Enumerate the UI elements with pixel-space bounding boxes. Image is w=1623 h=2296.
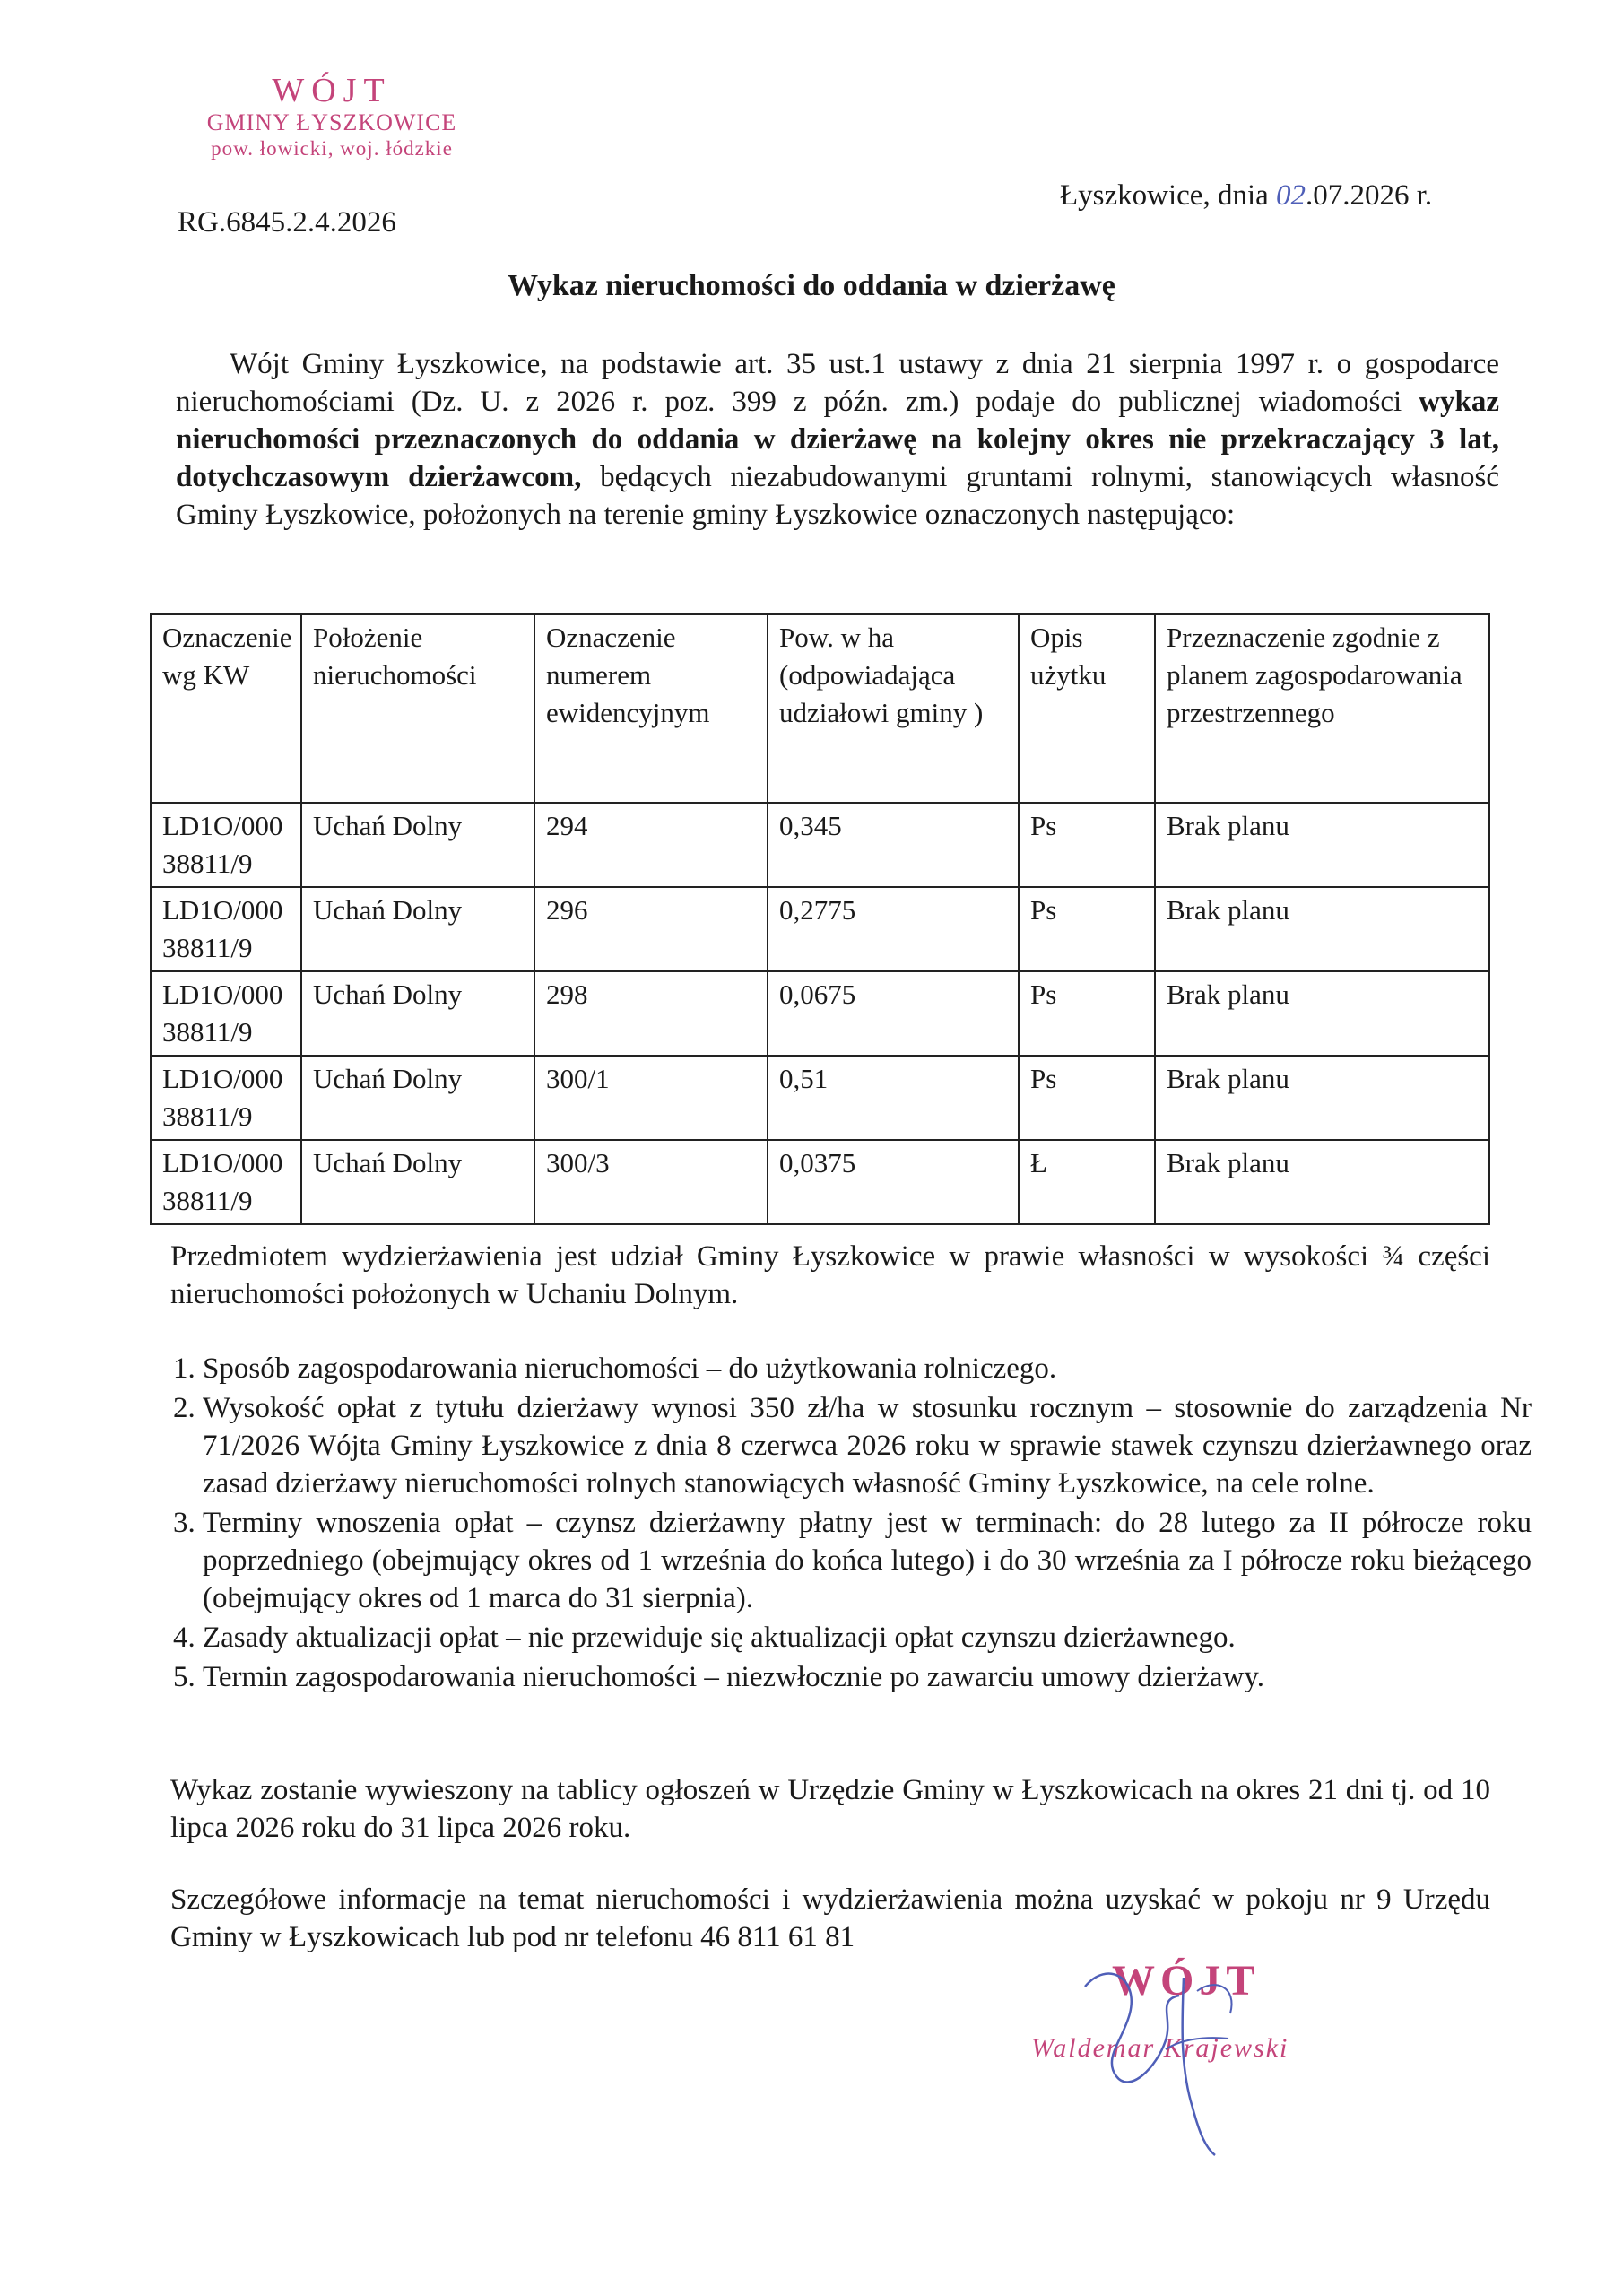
header-zoning: Przeznaczenie zgodnie z planem zagospodarowania przestrzennego	[1155, 614, 1489, 803]
cell-location: Uchań Dolny	[301, 971, 534, 1056]
cell-parcel-number: 298	[534, 971, 768, 1056]
header-use: Opis użytku	[1019, 614, 1155, 803]
header-area: Pow. w ha (odpowiadająca udziałowi gminy )	[768, 614, 1019, 803]
table-row	[151, 803, 1489, 887]
table-header-row	[151, 614, 1489, 803]
lease-subject-paragraph: Przedmiotem wydzierżawienia jest udział Gminy Łyszkowice w prawie własności w wysokości ¾ części nieruchomości położonych w Uchaniu Dolnym.	[170, 1240, 1490, 1310]
terms-list	[161, 1350, 1532, 1698]
intro-part-2: będących niezabudowanymi gruntami rolnymi, stanowiących własność Gminy Łyszkowice, położonych na terenie gminy Łyszkowice oznaczonych następująco:	[176, 461, 1499, 531]
header-location: Położenie nieruchomości	[301, 614, 534, 803]
cell-kw: LD1O/000 38811/9	[151, 971, 301, 1056]
stamp-office: GMINY ŁYSZKOWICE	[206, 109, 457, 135]
signature-block	[1022, 1951, 1327, 2157]
intro-paragraph	[176, 345, 1499, 534]
cell-parcel-number: 294	[534, 803, 768, 887]
header-kw: Oznaczenie wg KW	[151, 614, 301, 803]
list-item: 5. Termin zagospodarowania nieruchomości – niezwłocznie po zawarciu umowy dzierżawy.	[203, 1658, 1532, 1696]
cell-parcel-number: 300/3	[534, 1140, 768, 1224]
cell-area: 0,0375	[768, 1140, 1019, 1224]
table-row	[151, 1140, 1489, 1224]
cell-parcel-number: 296	[534, 887, 768, 971]
posting-notice: Wykaz zostanie wywieszony na tablicy ogłoszeń w Urzędzie Gminy w Łyszkowicach na okres 21 dni tj. od 10 lipca 2026 roku do 31 lipca 2026 roku.	[170, 1774, 1490, 1844]
cell-area: 0,345	[768, 803, 1019, 887]
property-table	[150, 613, 1490, 1225]
table-row	[151, 971, 1489, 1056]
cell-zoning: Brak planu	[1155, 971, 1489, 1056]
cell-parcel-number: 300/1	[534, 1056, 768, 1140]
cell-area: 0,0675	[768, 971, 1019, 1056]
cell-use: Ps	[1019, 971, 1155, 1056]
cell-zoning: Brak planu	[1155, 1056, 1489, 1140]
list-item: 1. Sposób zagospodarowania nieruchomości – do użytkowania rolniczego.	[203, 1350, 1532, 1387]
cell-use: Ps	[1019, 887, 1155, 971]
handwritten-day: 02	[1276, 179, 1306, 212]
cell-zoning: Brak planu	[1155, 887, 1489, 971]
cell-area: 0,51	[768, 1056, 1019, 1140]
table-row	[151, 887, 1489, 971]
list-item: 3. Terminy wnoszenia opłat – czynsz dzierżawny płatny jest w terminach: do 28 lutego za II półrocze roku poprzedniego (obejmujący okres od 1 września do końca lutego) i do 30 września za I półrocze roku bieżącego (obejmujący okres od 1 marca do 31 sierpnia).	[203, 1504, 1532, 1617]
document-title: Wykaz nieruchomości do oddania w dzierżawę	[508, 269, 1115, 302]
cell-kw: LD1O/000 38811/9	[151, 887, 301, 971]
cell-use: Ps	[1019, 803, 1155, 887]
office-stamp	[161, 72, 502, 161]
cell-kw: LD1O/000 38811/9	[151, 803, 301, 887]
cell-zoning: Brak planu	[1155, 1140, 1489, 1224]
cell-use: Ps	[1019, 1056, 1155, 1140]
intro-bold: wykaz nieruchomości przeznaczonych do oddania w dzierżawę na kolejny okres nie przekraczający 3 lat, dotychczasowym dzierżawcom,	[176, 386, 1499, 493]
cell-kw: LD1O/000 38811/9	[151, 1056, 301, 1140]
place-date-prefix: Łyszkowice, dnia	[1060, 179, 1277, 212]
cell-use: Ł	[1019, 1140, 1155, 1224]
cell-area: 0,2775	[768, 887, 1019, 971]
handwritten-signature-icon	[1022, 1951, 1327, 2157]
cell-location: Uchań Dolny	[301, 887, 534, 971]
cell-location: Uchań Dolny	[301, 1056, 534, 1140]
table-row	[151, 1056, 1489, 1140]
header-parcel-number: Oznaczenie numerem ewidencyjnym	[534, 614, 768, 803]
cell-location: Uchań Dolny	[301, 803, 534, 887]
stamp-region: pow. łowicki, woj. łódzkie	[211, 137, 453, 160]
list-item: 4. Zasady aktualizacji opłat – nie przewiduje się aktualizacji opłat czynszu dzierżawnego.	[203, 1619, 1532, 1657]
place-date	[1060, 179, 1432, 213]
reference-number: RG.6845.2.4.2026	[178, 206, 396, 239]
place-date-suffix: .07.2026 r.	[1306, 179, 1433, 212]
stamp-title: WÓJT	[272, 72, 392, 109]
signature-stamp-title: WÓJT	[1112, 1957, 1261, 2005]
contact-info: Szczegółowe informacje na temat nieruchomości i wydzierżawienia można uzyskać w pokoju nr 9 Urzędu Gminy w Łyszkowicach lub pod nr telefonu 46 811 61 81	[170, 1883, 1490, 1953]
cell-zoning: Brak planu	[1155, 803, 1489, 887]
cell-location: Uchań Dolny	[301, 1140, 534, 1224]
intro-part-1: Wójt Gminy Łyszkowice, na podstawie art. 35 ust.1 ustawy z dnia 21 sierpnia 1997 r. o gospodarce nieruchomościami (Dz. U. z 2026 r. poz. 399 z późn. zm.) podaje do publicznej wiadomości	[176, 348, 1499, 418]
cell-kw: LD1O/000 38811/9	[151, 1140, 301, 1224]
list-item: 2. Wysokość opłat z tytułu dzierżawy wynosi 350 zł/ha w stosunku rocznym – stosownie do zarządzenia Nr 71/2026 Wójta Gminy Łyszkowice z dnia 8 czerwca 2026 roku w sprawie stawek czynszu dzierżawnego oraz zasad dzierżawy nieruchomości rolnych stanowiących własność Gminy Łyszkowice, na cele rolne.	[203, 1389, 1532, 1502]
signature-stamp-name: Waldemar Krajewski	[1031, 2033, 1289, 2063]
